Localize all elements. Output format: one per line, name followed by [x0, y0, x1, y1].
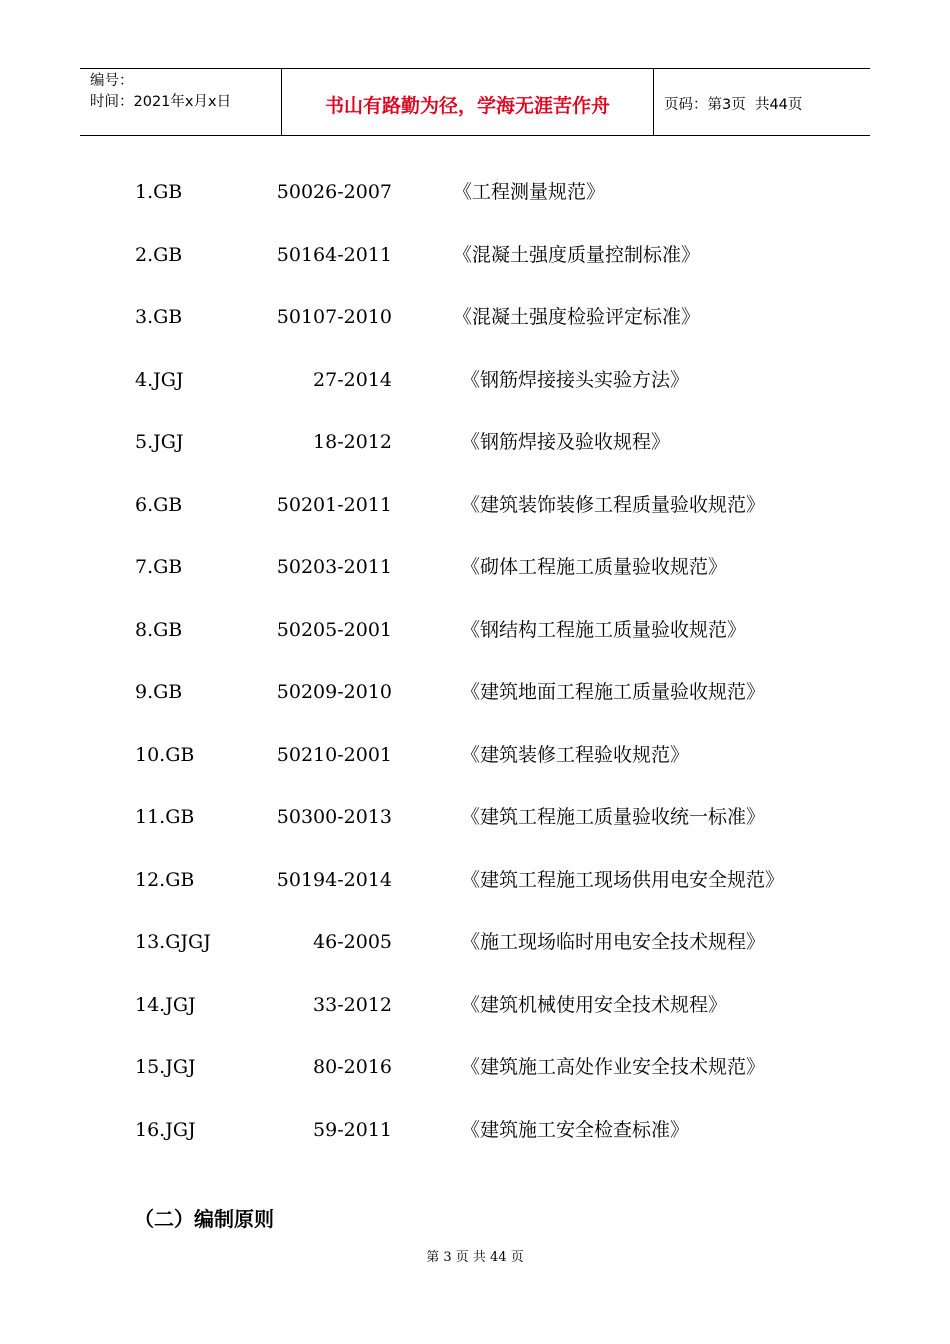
- standard-title: 《混凝土强度检验评定标准》: [453, 306, 701, 328]
- standard-number: 50164-2011: [276, 243, 392, 266]
- standard-number: 50194-2014: [276, 868, 392, 891]
- standard-title: 《建筑装饰装修工程质量验收规范》: [461, 493, 766, 516]
- standard-row: [0, 610, 950, 650]
- standard-code: 5.JGJ: [135, 431, 184, 453]
- header-motto: 书山有路勤为径，学海无涯苦作舟: [282, 69, 654, 135]
- standard-number: 50300-2013: [276, 806, 392, 828]
- standard-row: [0, 735, 950, 775]
- header-meta: [80, 69, 282, 135]
- standard-row: [0, 297, 950, 337]
- section-heading: （二）编制原则: [134, 1207, 274, 1231]
- standard-code: 12.GB: [135, 868, 195, 891]
- page-footer: [0, 1246, 950, 1265]
- standard-number: 18-2012: [313, 431, 392, 453]
- standard-row: [0, 547, 950, 587]
- standard-title: 《建筑地面工程施工质量验收规范》: [461, 681, 766, 703]
- standard-code: 14.JGJ: [135, 993, 196, 1016]
- standard-title: 《建筑施工安全检查标准》: [461, 1118, 690, 1141]
- standard-code: 7.GB: [135, 556, 183, 578]
- standard-row: [0, 860, 950, 900]
- standard-title: 《砌体工程施工质量验收规范》: [461, 556, 728, 578]
- standard-row: [0, 797, 950, 837]
- standard-row: [0, 172, 950, 212]
- standard-code: 11.GB: [135, 806, 195, 828]
- footer-page-number: 第 3 页 共 44 页: [426, 1250, 524, 1265]
- standard-row: [0, 985, 950, 1025]
- standard-code: 13.GJGJ: [135, 931, 211, 953]
- standard-title: 《工程测量规范》: [453, 181, 606, 203]
- document-date: 时间：2021年x月x日: [90, 94, 232, 110]
- standard-code: 2.GB: [135, 243, 183, 266]
- standard-title: 《钢筋焊接及验收规程》: [461, 431, 671, 453]
- standard-title: 《混凝土强度质量控制标准》: [453, 243, 701, 266]
- standard-code: 9.GB: [135, 681, 183, 703]
- standard-title: 《建筑机械使用安全技术规程》: [461, 993, 728, 1016]
- standard-code: 1.GB: [135, 181, 183, 203]
- standard-number: 50209-2010: [276, 681, 392, 703]
- standard-number: 27-2014: [313, 368, 392, 391]
- standard-title: 《建筑施工高处作业安全技术规范》: [461, 1056, 766, 1078]
- standard-number: 33-2012: [313, 993, 392, 1016]
- standard-row: [0, 360, 950, 400]
- standard-number: 50107-2010: [276, 306, 392, 328]
- standard-code: 3.GB: [135, 306, 183, 328]
- standard-row: [0, 1047, 950, 1087]
- standard-number: 50203-2011: [276, 556, 392, 578]
- header-page-info: [654, 69, 870, 135]
- standard-number: 80-2016: [313, 1056, 392, 1078]
- standard-row: [0, 235, 950, 275]
- standard-code: 8.GB: [135, 618, 183, 641]
- standard-code: 6.GB: [135, 493, 183, 516]
- standard-row: [0, 1110, 950, 1150]
- standard-number: 50201-2011: [276, 493, 392, 516]
- standard-code: 10.GB: [135, 743, 195, 766]
- standard-row: [0, 485, 950, 525]
- page-header: [80, 68, 870, 136]
- standard-title: 《建筑工程施工质量验收统一标准》: [461, 806, 766, 828]
- standard-row: [0, 922, 950, 962]
- standard-title: 《建筑装修工程验收规范》: [461, 743, 690, 766]
- standard-number: 50205-2001: [276, 618, 392, 641]
- standard-number: 59-2011: [313, 1118, 392, 1141]
- standard-row: [0, 672, 950, 712]
- standard-row: [0, 422, 950, 462]
- standard-number: 50026-2007: [276, 181, 392, 203]
- standard-title: 《钢筋焊接接头实验方法》: [461, 368, 690, 391]
- standard-title: 《钢结构工程施工质量验收规范》: [461, 618, 747, 641]
- standard-number: 50210-2001: [276, 743, 392, 766]
- standard-code: 16.JGJ: [135, 1118, 196, 1141]
- header-page-info-text: 页码：第3页 共44页: [664, 96, 803, 113]
- document-number-label: 编号：: [90, 73, 134, 89]
- standard-code: 15.JGJ: [135, 1056, 196, 1078]
- standard-number: 46-2005: [313, 931, 392, 953]
- standard-title: 《施工现场临时用电安全技术规程》: [461, 931, 766, 953]
- standard-title: 《建筑工程施工现场供用电安全规范》: [461, 868, 785, 891]
- standard-code: 4.JGJ: [135, 368, 184, 391]
